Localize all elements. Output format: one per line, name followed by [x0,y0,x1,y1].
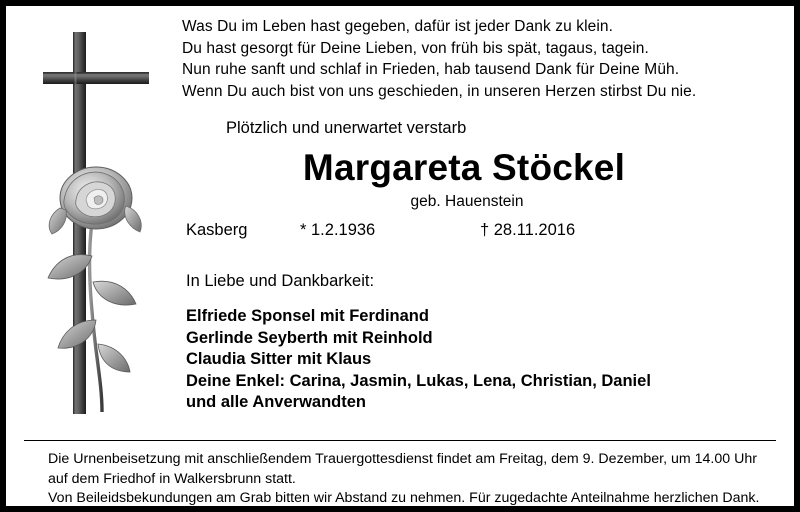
notice-content [182,16,776,414]
footer-line: Die Urnenbeisetzung mit anschließendem Trauergottesdienst findet am Freitag, dem 9. Dezember, um 14.00 Uhr [48,451,757,467]
list-item: und alle Anverwandten [186,393,367,411]
funeral-details [48,450,774,509]
verse-line: Nun ruhe sanft und schlaf in Frieden, hab tausend Dank für Deine Müh. [182,61,680,78]
footer-line: auf dem Friedhof in Walkersbrunn statt. [48,470,296,487]
list-item: Claudia Sitter mit Klaus [186,350,372,368]
birth-date: * 1.2.1936 [300,221,376,239]
list-item: Elfriede Sponsel mit Ferdinand [186,307,429,325]
life-dates [182,221,776,243]
verse-line: Wenn Du auch bist von uns geschieden, in unseren Herzen stirbst Du nie. [182,82,697,100]
cross-with-rose-illustration [24,20,174,430]
family-list [186,306,776,414]
verse-block [182,16,776,102]
death-date: † 28.11.2016 [480,221,576,239]
maiden-name: geb. Hauenstein [410,193,524,210]
list-item: Gerlinde Seyberth mit Reinhold [186,328,433,347]
gratitude-line: In Liebe und Dankbarkeit: [186,272,375,290]
deceased-name: Margareta Stöckel [302,147,626,188]
list-item: Deine Enkel: Carina, Jasmin, Lukas, Lena, Christian, Daniel [186,371,651,390]
verse-line: Du hast gesorgt für Deine Lieben, von früh bis spät, tagaus, tagein. [182,39,649,57]
section-divider [24,440,776,441]
footer-line: Von Beileidsbekundungen am Grab bitten wir Abstand zu nehmen. Für zugedachte Anteilnahme herzlichen Dank. [48,490,760,506]
place-of-origin: Kasberg [186,221,248,239]
verse-line: Was Du im Leben hast gegeben, dafür ist jeder Dank zu klein. [182,18,614,35]
intro-text: Plötzlich und unerwartet verstarb [226,119,467,137]
notice-inner [6,6,794,506]
